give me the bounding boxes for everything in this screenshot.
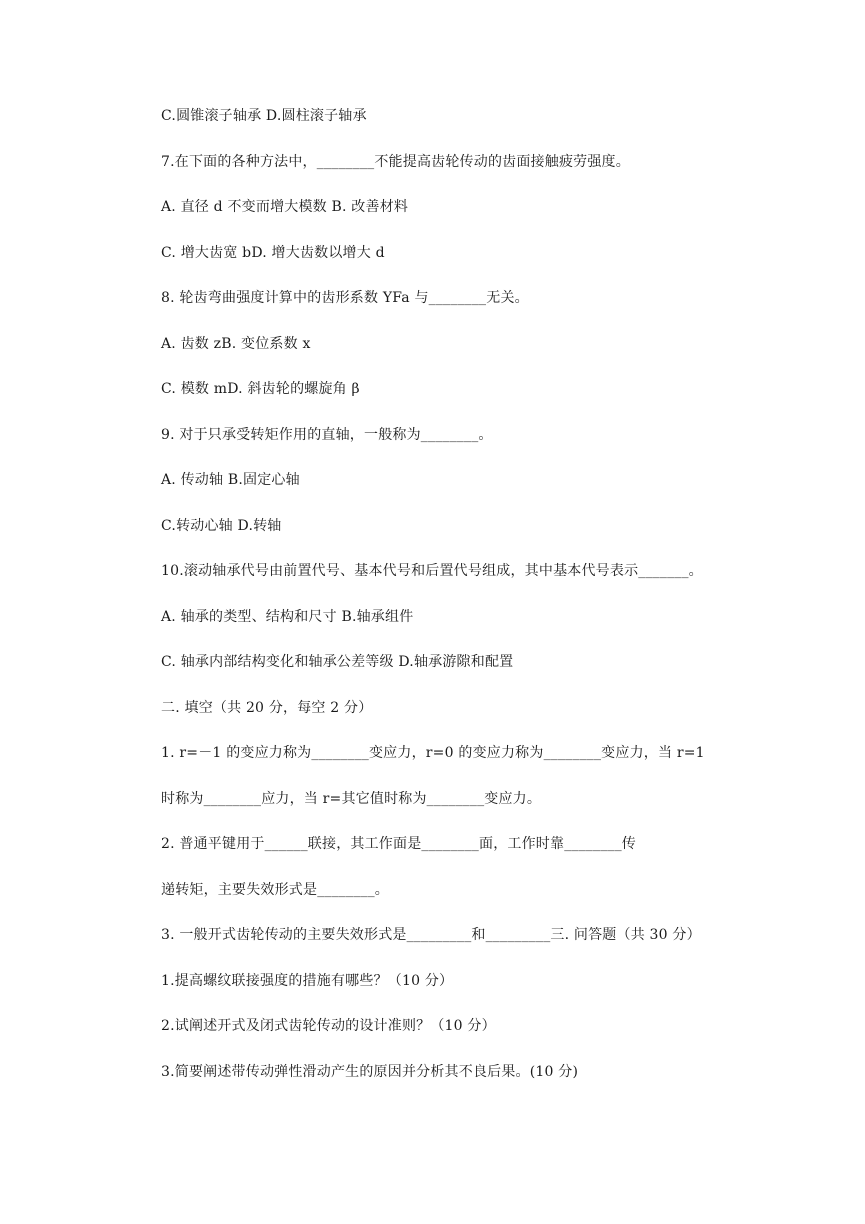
fill-question-1-line-2: 时称为________应力，当 r=其它值时称为________变应力。 [161,791,542,807]
question-8: 8. 轮齿弯曲强度计算中的齿形系数 YFa 与________无关。 [161,290,529,306]
option-line-q9-ab: A. 传动轴 B.固定心轴 [161,472,300,488]
essay-question-2: 2.试阐述开式及闭式齿轮传动的设计准则？（10 分） [161,1018,496,1034]
option-line-q10-ab: A. 轴承的类型、结构和尺寸 B.轴承组件 [161,609,414,625]
option-line-q7-ab: A. 直径 d 不变而增大模数 B. 改善材料 [161,199,409,215]
question-7: 7.在下面的各种方法中，________不能提高齿轮传动的齿面接触疲劳强度。 [161,154,630,170]
option-line-q8-cd: C. 模数 mD. 斜齿轮的螺旋角 β [161,381,360,397]
option-line-q10-cd: C. 轴承内部结构变化和轴承公差等级 D.轴承游隙和配置 [161,654,514,670]
fill-question-2-line-2: 递转矩，主要失效形式是________。 [161,882,389,898]
section-heading-fill-in: 二. 填空（共 20 分，每空 2 分） [161,700,373,716]
fill-question-1-line-1: 1. r=－1 的变应力称为________变应力，r=0 的变应力称为________变应力，当 r=1 [161,745,705,761]
option-line-q7-cd: C. 增大齿宽 bD. 增大齿数以增大 d [161,245,385,261]
fill-question-2-line-1: 2. 普通平键用于______联接，其工作面是________面，工作时靠________传 [161,836,637,852]
option-line-q9-cd: C.转动心轴 D.转轴 [161,518,282,534]
essay-question-3: 3.简要阐述带传动弹性滑动产生的原因并分析其不良后果。(10 分) [161,1064,579,1080]
option-line-q8-ab: A. 齿数 zB. 变位系数 x [161,336,311,352]
question-9: 9. 对于只承受转矩作用的直轴，一般称为________。 [161,427,493,443]
essay-question-1: 1.提高螺纹联接强度的措施有哪些？（10 分） [161,973,454,989]
fill-question-3-and-section-heading: 3. 一般开式齿轮传动的主要失效形式是_________和_________三. 问答题（共 30 分） [161,927,701,943]
option-line-q6-cd: C.圆锥滚子轴承 D.圆柱滚子轴承 [161,108,367,124]
question-10: 10.滚动轴承代号由前置代号、基本代号和后置代号组成，其中基本代号表示_______。 [161,563,703,579]
